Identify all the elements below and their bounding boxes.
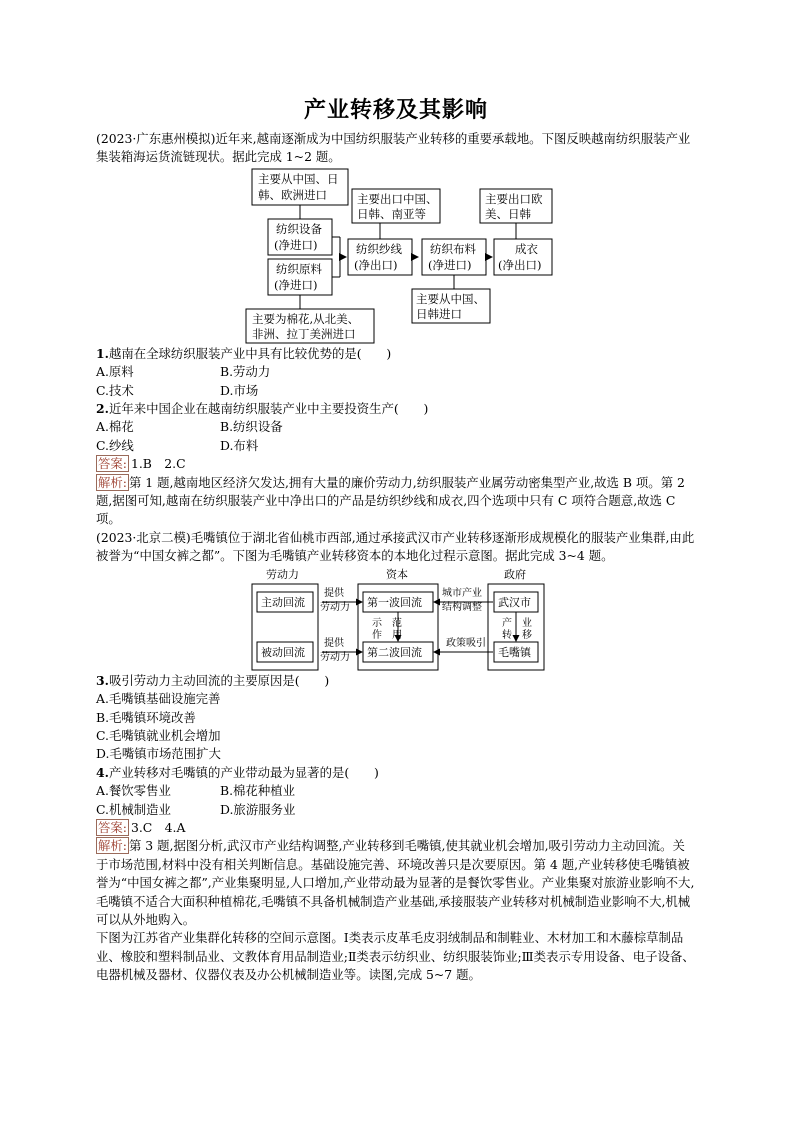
column-government: 政府 <box>504 567 526 581</box>
provide-labor-1-line1: 提供 <box>324 587 344 599</box>
document-page <box>96 96 696 985</box>
question-1-number: 1. <box>96 345 109 361</box>
maozui-town: 毛嘴镇 <box>498 645 531 659</box>
explanation-1-2 <box>96 474 696 529</box>
raw-source-line2: 非洲、拉丁美洲进口 <box>252 326 356 341</box>
question-4 <box>96 764 696 782</box>
answer-label-2: 答案: <box>98 819 127 835</box>
answer-3-4-text: 3.C 4.A <box>130 819 186 835</box>
q1-option-b: B.劳动力 <box>220 364 271 380</box>
q4-option-c: C.机械制造业 <box>96 801 171 817</box>
question-1 <box>96 345 696 363</box>
imports-top-line1: 主要从中国、日 <box>258 171 339 186</box>
q1-option-c: C.技术 <box>96 382 134 398</box>
question-3-stem: 吸引劳动力主动回流的主要原因是( ) <box>108 672 330 688</box>
exports1-line1: 主要出口中国、 <box>357 191 438 206</box>
passive-return: 被动回流 <box>261 645 305 659</box>
explanation-label-2: 解析: <box>98 838 127 854</box>
first-wave: 第一波回流 <box>367 595 422 609</box>
active-return: 主动回流 <box>261 595 305 609</box>
transfer-line1: 产 业 <box>502 617 532 629</box>
question-3-number: 3. <box>96 672 109 688</box>
question-1-options <box>96 363 696 400</box>
raw-material-line1: 纺织原料 <box>276 261 322 276</box>
question-2-options <box>96 418 696 455</box>
question-3 <box>96 672 696 690</box>
explanation-3-4 <box>96 837 696 929</box>
answer-1-2-text: 1.B 2.C <box>130 456 186 472</box>
equipment-line2: (净进口) <box>274 237 318 252</box>
imports-top-line2: 韩、欧洲进口 <box>258 187 327 202</box>
capital-localization-svg <box>96 566 696 672</box>
yarn-line2: (净出口) <box>354 257 398 272</box>
yarn-line1: 纺织纱线 <box>356 241 402 256</box>
exports2-line2: 美、日韩 <box>485 206 531 221</box>
column-capital: 资本 <box>386 567 408 581</box>
q2-option-d: D.布料 <box>220 437 259 453</box>
fabric-source-line2: 日韩进口 <box>416 306 462 321</box>
fabric-line2: (净进口) <box>428 257 472 272</box>
q3-option-d: D.毛嘴镇市场范围扩大 <box>96 746 221 762</box>
equipment-line1: 纺织设备 <box>276 221 322 236</box>
exports2-line1: 主要出口欧 <box>485 191 543 206</box>
fabric-source-line1: 主要从中国、 <box>416 291 485 306</box>
question-4-stem: 产业转移对毛嘴镇的产业带动最为显著的是( ) <box>108 764 379 780</box>
capital-localization-diagram <box>96 566 696 672</box>
provide-labor-1-line2: 劳动力 <box>320 601 350 613</box>
raw-source-line1: 主要为棉花,从北美、 <box>252 311 360 326</box>
question-1-stem: 越南在全球纺织服装产业中具有比较优势的是( ) <box>108 345 392 361</box>
question-2 <box>96 400 696 418</box>
demo-effect-line2: 作 用 <box>372 629 402 641</box>
q1-option-a: A.原料 <box>96 364 134 380</box>
demo-effect-line1: 示 范 <box>372 617 402 629</box>
q2-option-c: C.纱线 <box>96 437 134 453</box>
explanation-label: 解析: <box>98 474 127 490</box>
q3-option-b: B.毛嘴镇环境改善 <box>96 709 196 725</box>
city-adjust-line1: 城市产业 <box>442 587 482 599</box>
q3-option-a: A.毛嘴镇基础设施完善 <box>96 691 221 707</box>
q2-option-b: B.纺织设备 <box>220 419 283 435</box>
question-2-number: 2. <box>96 401 109 417</box>
question-2-stem: 近年来中国企业在越南纺织服装产业中主要投资生产( ) <box>108 401 429 417</box>
q4-option-d: D.旅游服务业 <box>220 801 296 817</box>
answer-label: 答案: <box>98 456 127 472</box>
policy-attraction: 政策吸引 <box>446 637 486 649</box>
supply-chain-diagram <box>96 167 696 345</box>
city-adjust-line2: 结构调整 <box>442 601 482 613</box>
q2-option-a: A.棉花 <box>96 419 134 435</box>
q1-option-d: D.市场 <box>220 382 259 398</box>
intro-paragraph-3: 下图为江苏省产业集群化转移的空间示意图。Ⅰ类表示皮革毛皮羽绒制品和制鞋业、木材加工和木藤棕草制品业、橡胶和塑料制品业、文教体育用品制造业;Ⅱ类表示纺织业、纺织服装饰业;Ⅲ类表示专用设备、电子设备、电器机械及器材、仪器仪表及办公机械制造业等。读图,完成 5~7 题。 <box>96 930 695 983</box>
wuhan-city: 武汉市 <box>498 595 531 609</box>
question-4-options <box>96 782 696 819</box>
q3-option-c: C.毛嘴镇就业机会增加 <box>96 727 221 743</box>
intro-paragraph-2: (2023·北京二模)毛嘴镇位于湖北省仙桃市西部,通过承接武汉市产业转移逐渐形成规模化的服装产业集群,由此被誉为“中国女裤之都”。下图为毛嘴镇产业转移资本的本地化过程示意图。据此完成 3~4 题。 <box>96 529 695 564</box>
fabric-line1: 纺织布料 <box>430 241 476 256</box>
q4-option-b: B.棉花种植业 <box>220 783 295 799</box>
q4-option-a: A.餐饮零售业 <box>96 783 171 799</box>
question-4-number: 4. <box>96 764 109 780</box>
supply-chain-svg <box>96 167 696 345</box>
provide-labor-2-line1: 提供 <box>324 637 344 649</box>
clothes-line1: 成衣 <box>515 241 538 256</box>
explanation-3-4-text: 第 3 题,据图分析,武汉市产业结构调整,产业转移到毛嘴镇,使其就业机会增加,吸引劳动力主动回流。关于市场范围,材料中没有相关判断信息。基础设施完善、环境改善只是次要原因。第 4 题,产业转移使毛嘴镇被誉为“中国女裤之都”,产业集聚明显,人口增加,产业带动最为显著的是餐饮零售业。产业集聚对旅游业影响不大,毛嘴镇不适合大面积种植棉花,毛嘴镇不具备机械制造产业基础,承接服装产业转移对机械制造业影响不大,机械可以从外地购入。 <box>96 838 695 927</box>
exports1-line2: 日韩、南亚等 <box>357 206 426 221</box>
answer-3-4 <box>96 819 696 837</box>
raw-material-line2: (净进口) <box>274 277 318 292</box>
answer-1-2 <box>96 455 696 473</box>
second-wave: 第二波回流 <box>367 645 422 659</box>
transfer-line2: 转 移 <box>502 629 532 641</box>
provide-labor-2-line2: 劳动力 <box>320 651 350 663</box>
intro-paragraph-1: (2023·广东惠州模拟)近年来,越南逐渐成为中国纺织服装产业转移的重要承载地。下图反映越南纺织服装产业集装箱海运货流链现状。据此完成 1~2 题。 <box>96 131 691 165</box>
page-title: 产业转移及其影响 <box>303 98 488 123</box>
clothes-line2: (净出口) <box>498 257 542 272</box>
explanation-1-2-text: 第 1 题,越南地区经济欠发达,拥有大量的廉价劳动力,纺织服装产业属劳动密集型产业,故选 B 项。第 2 题,据图可知,越南在纺织服装产业中净出口的产品是纺织纱线和成衣,四个选项中只有 C 项符合题意,故选 C 项。 <box>96 474 685 527</box>
column-labor: 劳动力 <box>266 567 299 581</box>
